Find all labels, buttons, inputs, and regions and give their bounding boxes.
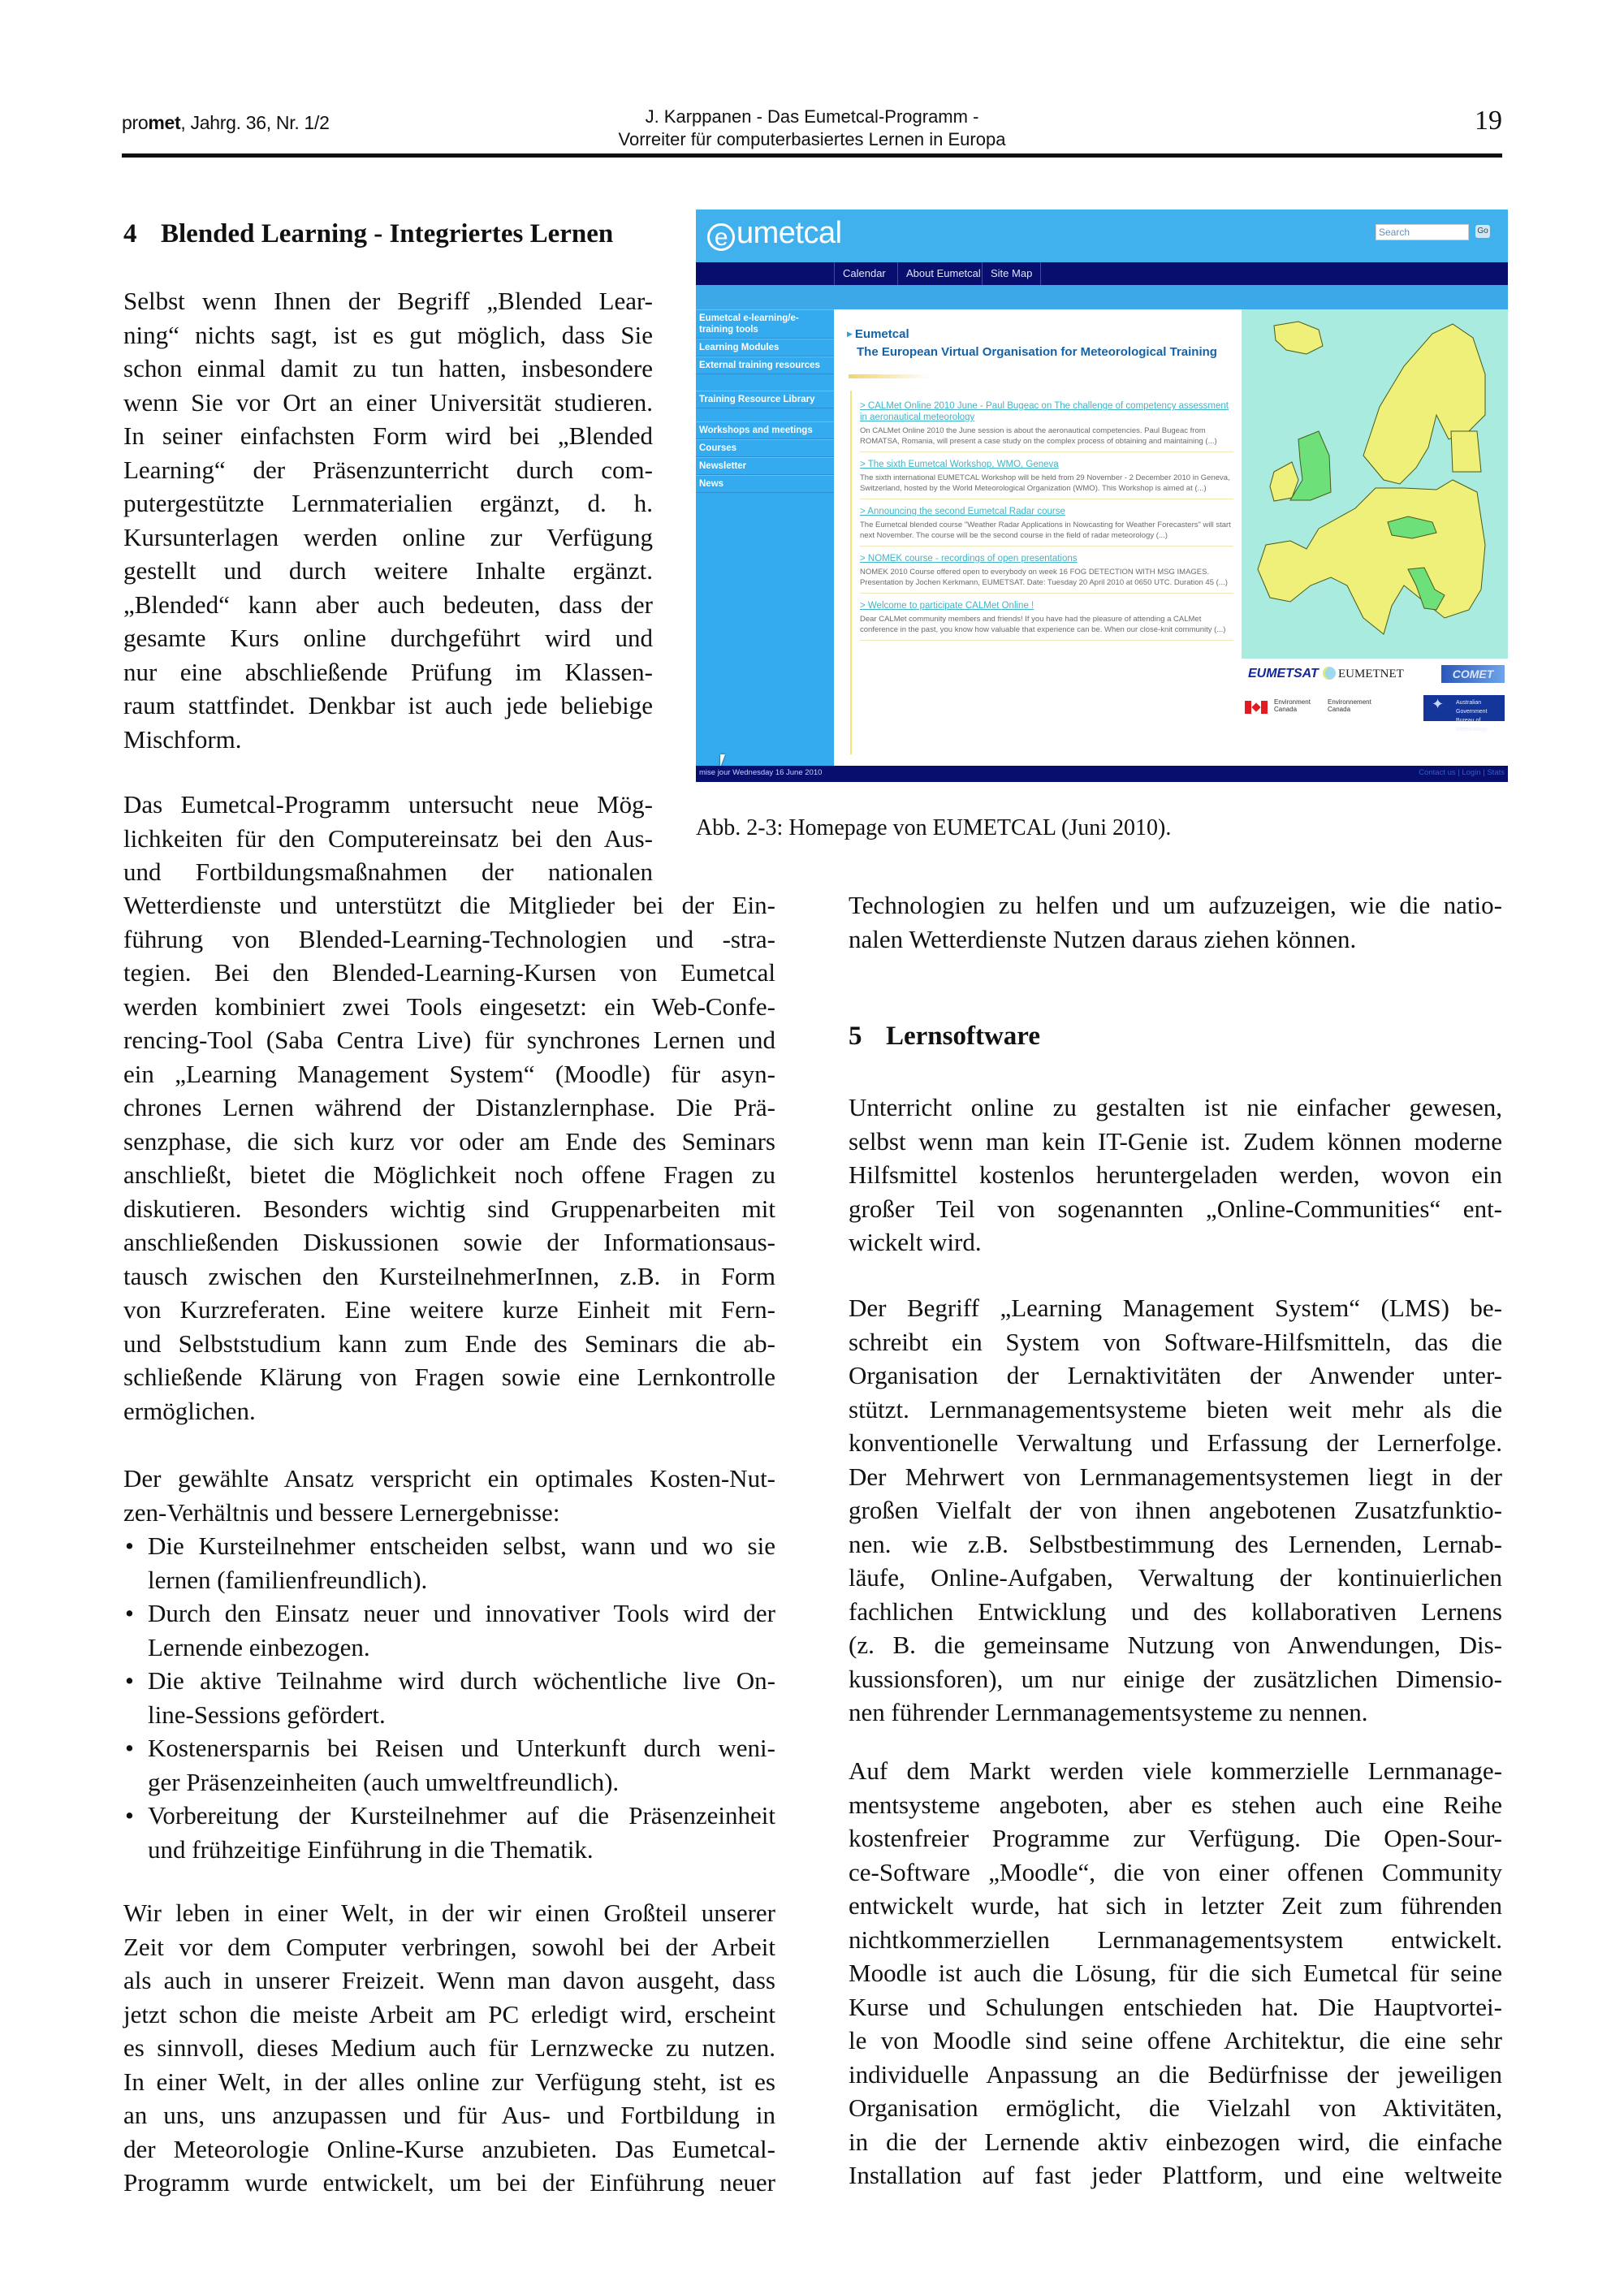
comet-logo[interactable]: COMET (1441, 665, 1505, 683)
text-line: Hilfsmittel kostenlos heruntergeladen werden, wovon ein (849, 1160, 1502, 1189)
text-line: ce-Software „Moodle“, die von einer offenen Community (849, 1857, 1502, 1886)
list-item: • Durch den Einsatz neuer und innovativer Tools wird der Lernende einbezogen. (123, 1596, 775, 1664)
text-line: jetzt schon die meiste Arbeit am PC erledigt wird, erscheint (123, 1999, 775, 2028)
page-number: 19 (1475, 106, 1502, 136)
text-line: anschließenden Diskussionen sowie der Informationsaus- (123, 1228, 775, 1256)
news-divider (860, 640, 1233, 641)
text-line: Wetterdienste und unterstützt die Mitglieder bei der Ein- (123, 891, 775, 919)
text-line: le von Moodle sind seine offene Architektur, die eine sehr (849, 2026, 1502, 2054)
search-go-button[interactable]: Go (1475, 225, 1490, 238)
list-item: • Die Kursteilnehmer entscheiden selbst, wann und wo sie lernen (familienfreundlich). (123, 1529, 775, 1596)
partner-logos (1242, 659, 1508, 766)
sidebar-item-workshops[interactable]: Workshops and meetings (696, 421, 834, 439)
news-item (860, 553, 1233, 594)
text-line: Wir leben in einer Welt, in der wir einen Großteil unserer (123, 1899, 775, 1927)
news-item-summary: On CALMet Online 2010 the June session is about the aeronautical competencies. Paul Bugeac from ROMATSA, Romania, will present a case study on the complex process of obtaining and maintaining (...) (860, 426, 1217, 446)
text-line: Unterricht online zu gestalten ist nie einfacher gewesen, (849, 1093, 1502, 1121)
text-line: kussionsforen), um nur einige der zusätzlichen Dimensio- (849, 1664, 1502, 1693)
news-vertical-rule (850, 391, 852, 754)
text-line: führung von Blended-Learning-Technologien und -stra- (123, 924, 775, 953)
sidebar-item-external-resources[interactable]: External training resources (696, 356, 834, 374)
news-item (860, 600, 1233, 641)
eumetsat-logo[interactable]: EUMETSAT (1248, 667, 1319, 680)
text-line: putergestützte Lernmaterialien ergänzt, d. h. (123, 489, 653, 517)
news-item-link[interactable]: > NOMEK course - recordings of open presentations (860, 554, 1078, 564)
section-5-heading: 5 Lernsoftware (849, 1022, 1041, 1051)
eumetcal-logo[interactable]: e umetcal (707, 216, 842, 251)
text-line: ning“ nichts sagt, ist es gut möglich, dass Sie (123, 320, 653, 349)
sidebar-item-learning-modules[interactable]: Learning Modules (696, 339, 834, 356)
text-line: Learning“ der Präsenzunterricht durch com- (123, 455, 653, 484)
text-line: gestellt und durch weitere Inhalte ergänzt. (123, 556, 653, 585)
journal-info: promet, Jahrg. 36, Nr. 1/2 (122, 112, 330, 133)
text-line: und Selbststudium kann zum Ende des Seminars die ab- (123, 1328, 775, 1358)
text-line: es sinnvoll, dieses Medium auch für Lernzwecke zu nutzen. (123, 2033, 775, 2062)
text-line: lichkeiten für den Computereinsatz bei den Aus- (123, 823, 653, 853)
news-item-summary: The sixth international EUMETCAL Workshop will be held from 29 November - 2 December 2010 in Geneva, Switzerland, hosted by the World Meteorological Organization (WMO). This Workshop is aimed at (...) (860, 473, 1230, 493)
text-line: stützt. Lernmanagementsysteme bieten weit mehr als die (849, 1394, 1502, 1423)
eumetcal-homepage-screenshot (696, 210, 1508, 796)
text-line: In einer Welt, in der alles online zur Verfügung steht, ist es (123, 2067, 775, 2096)
decorative-bar (849, 374, 930, 378)
site-heading: ▶ Eumetcal (847, 327, 909, 341)
text-line: Das Eumetcal-Programm untersucht neue Mög- (123, 790, 653, 819)
text-line: Moodle ist auch die Lösung, für die sich Eumetcal für seine (849, 1959, 1502, 1987)
section-4-paragraph-1 (123, 284, 653, 756)
text-line: gesamte Kurs online durchgeführt wird und (123, 624, 653, 652)
section-4-paragraph-3 (123, 1462, 775, 1529)
news-divider (860, 593, 1233, 594)
section-5-paragraph-3 (849, 1754, 1502, 2192)
sidebar-item-elearning-tools[interactable]: Eumetcal e-learning/e-training tools (696, 309, 834, 339)
text-line: ermöglichen. (123, 1396, 256, 1425)
text-line: Organisation der Lernaktivitäten der Anwender unter- (849, 1361, 1502, 1389)
text-line: zen-Verhältnis und bessere Lernergebnisse: (123, 1497, 560, 1527)
europe-member-map (1242, 309, 1508, 659)
text-line: selbst wenn man kein IT-Genie ist. Zudem können moderne (849, 1126, 1502, 1156)
site-nav (696, 262, 1508, 285)
text-line: diskutieren. Besonders wichtig sind Gruppenarbeiten mit (123, 1194, 775, 1223)
map-continent (1258, 480, 1485, 634)
text-line: an uns, uns anzupassen und für Aus- und Fortbildung in (123, 2101, 775, 2129)
text-line: Der gewählte Ansatz verspricht ein optimales Kosten-Nut- (123, 1464, 775, 1493)
site-header (696, 210, 1508, 262)
map-iceland (1274, 322, 1323, 354)
eumetnet-logo[interactable]: EUMETNET (1323, 667, 1404, 681)
text-line: nalen Wetterdienste Nutzen daraus ziehen können. (849, 924, 1357, 953)
bureau-of-meteorology-logo[interactable]: ✦ Australian Government Bureau of Meteorology (1423, 695, 1505, 721)
sidebar-item-training-resource-library[interactable]: Training Resource Library (696, 391, 834, 408)
text-line: Programm wurde entwickelt, um bei der Einführung neuer (123, 2168, 775, 2197)
text-line: fachlichen Entwicklung und des kollaborativen Lernens (849, 1596, 1502, 1626)
text-line: von Kurzreferaten. Eine weitere kurze Einheit mit Fern- (123, 1295, 775, 1324)
news-divider (860, 451, 1233, 452)
news-item-link[interactable]: > Announcing the second Eumetcal Radar course (860, 507, 1065, 516)
text-line: Selbst wenn Ihnen der Begriff „Blended Lear- (123, 287, 653, 315)
figure-caption: Abb. 2-3: Homepage von EUMETCAL (Juni 2010). (696, 815, 1172, 840)
text-line: Installation auf fast jeder Plattform, und eine weltweite (849, 2161, 1502, 2189)
text-line: ein „Learning Management System“ (Moodle) für asyn- (123, 1059, 775, 1088)
sidebar-item-news[interactable]: News (696, 475, 834, 493)
text-line: der Meteorologie Online-Kurse anzubieten. Das Eumetcal- (123, 2134, 775, 2163)
news-item (860, 506, 1233, 546)
text-line: Kursunterlagen werden online zur Verfügung (123, 522, 653, 551)
eumetcal-logo-icon: e (707, 223, 735, 251)
text-line: schließende Klärung von Fragen sowie eine Lernkontrolle (123, 1363, 775, 1391)
site-subheading: The European Virtual Organisation for Meteorological Training (857, 345, 1217, 359)
europe-map-graphic (1242, 309, 1508, 659)
text-line: und Fortbildungsmaßnahmen der nationalen (123, 858, 653, 886)
text-line: nen. wie z.B. Selbstbestimmung des Lernenden, Lernab- (849, 1529, 1502, 1558)
text-line: individuelle Anpassung an die Bedürfnisse der jeweiligen (849, 2059, 1502, 2089)
text-line: großer Teil von sogenannten „Online-Communities“ ent- (849, 1194, 1502, 1223)
text-line: wickelt wird. (849, 1228, 982, 1256)
section-4-paragraph-2-start (123, 788, 653, 889)
text-line: schreibt ein System von Software-Hilfsmitteln, das die (849, 1327, 1502, 1356)
text-line: Kurse und Schulungen entschieden hat. Die Hauptvortei- (849, 1992, 1502, 2021)
text-line: konventionelle Verwaltung und Erfassung der Lernerfolge. (849, 1428, 1502, 1457)
text-line: rencing-Tool (Saba Centra Live) für synchrones Lernen und (123, 1026, 775, 1054)
text-line: In seiner einfachsten Form wird bei „Blended (123, 421, 653, 450)
text-line: Zeit vor dem Computer verbringen, sowohl bei der Arbeit (123, 1932, 775, 1961)
news-item (860, 400, 1233, 452)
text-line: tausch zwischen den KursteilnehmerInnen, z.B. in Form (123, 1261, 775, 1290)
text-line: in die der Lernende aktiv einbezogen wird, die einfache (849, 2127, 1502, 2156)
nav-site-map[interactable]: Site Map (982, 262, 1041, 285)
last-updated: mise jour Wednesday 16 June 2010 (699, 768, 823, 777)
list-item: • Vorbereitung der Kursteilnehmer auf die Präsenzeinheit und frühzeitige Einführung in die Thematik. (123, 1799, 775, 1866)
news-list (860, 400, 1233, 647)
news-item-summary: NOMEK 2010 Course offered open to everybody on week 16 FOG DETECTION WITH MSG IMAGES. Presentation by Jochen Kerkmann, EUMETSAT. Date: Tuesday 20 April 2010 at 0650 UTC. Duration 45 (...) (860, 568, 1228, 587)
running-header (122, 106, 1502, 154)
text-line: nen führender Lernmanagementsysteme zu nennen. (849, 1698, 1368, 1726)
sidebar-item-courses[interactable]: Courses (696, 439, 834, 457)
section-4-paragraph-4 (123, 1896, 775, 2200)
news-item (860, 459, 1233, 499)
text-line: (z. B. die gemeinsame Nutzung von Anwendungen, Dis- (849, 1631, 1502, 1659)
section-5-paragraph-2 (849, 1291, 1502, 1730)
text-line: läufe, Online-Aufgaben, Verwaltung der kontinuierlichen (849, 1563, 1502, 1592)
text-line: chrones Lernen während der Distanzlernphase. Die Prä- (123, 1093, 775, 1121)
environment-canada-logo[interactable]: Environment Canada (1274, 698, 1311, 713)
text-line: kostenfreier Programme zur Verfügung. Die Open-Sour- (849, 1824, 1502, 1852)
list-item: • Kostenersparnis bei Reisen und Unterkunft durch weni- ger Präsenzeinheiten (auch umweltfreundlich). (123, 1731, 775, 1799)
text-line: nur eine abschließende Prüfung im Klassen- (123, 657, 653, 686)
environnement-canada-logo[interactable]: Environnement Canada (1328, 698, 1371, 713)
sidebar-item-newsletter[interactable]: Newsletter (696, 457, 834, 475)
nav-spacer (696, 285, 1508, 309)
footer-links[interactable]: Contact us | Login | Stats (1419, 768, 1505, 777)
section-4-paragraph-4-continued (849, 888, 1502, 956)
text-line: entwickelt wurde, hat sich in letzter Zeit zum führenden (849, 1891, 1502, 1920)
nav-about-eumetcal[interactable]: About Eumetcal (897, 262, 989, 285)
eumetnet-logo-icon (1323, 667, 1336, 680)
canada-flag-icon (1245, 701, 1268, 714)
map-baltics (1451, 431, 1481, 472)
text-line: Organisation ermöglicht, die Vielzahl von Aktivitäten, (849, 2093, 1502, 2122)
advantages-list (123, 1529, 775, 1866)
site-main-content (834, 309, 1242, 766)
nav-calendar[interactable]: Calendar (834, 262, 894, 285)
text-line: mentsysteme angeboten, aber es stehen auch eine Reihe (849, 1790, 1502, 1819)
news-item-link[interactable]: > CALMet Online 2010 June - Paul Bugeac on The challenge of competency assessment in aeronautical meteorology (860, 401, 1229, 422)
text-line: nichtkommerziellen Lernmanagementsystem entwickelt. (849, 1925, 1502, 1954)
news-item-link[interactable]: > Welcome to participate CALMet Online ! (860, 601, 1034, 611)
header-rule (122, 153, 1502, 158)
text-line: Der Mehrwert von Lernmanagementsystemen liegt in der (849, 1462, 1502, 1491)
news-item-link[interactable]: > The sixth Eumetcal Workshop, WMO, Geneva (860, 460, 1059, 469)
text-line: senzphase, die sich kurz vor oder am Ende des Seminars (123, 1126, 775, 1156)
section-5-paragraph-1 (849, 1091, 1502, 1259)
text-line: „Blended“ kann aber auch bedeuten, dass der (123, 590, 653, 619)
text-line: raum stattfindet. Denkbar ist auch jede beliebige (123, 691, 653, 719)
text-line: als auch in unserer Freizeit. Wenn man davon ausgeht, dass (123, 1966, 775, 1994)
news-item-summary: The Eumetcal blended course "Weather Radar Applications in Nowcasting for Weather Forecasters" will start next November. The course will be the second course in the field of radar meteorology (...) (860, 521, 1231, 540)
list-item: • Die aktive Teilnahme wird durch wöchentliche live On- line-Sessions gefördert. (123, 1664, 775, 1731)
text-line: Der Begriff „Learning Management System“ (LMS) be- (849, 1294, 1502, 1322)
map-uk (1290, 431, 1331, 500)
site-sidebar (696, 309, 834, 766)
text-line: Mischform. (123, 724, 242, 754)
section-4-paragraph-2 (123, 888, 775, 1428)
text-line: anschließt, bietet die Möglichkeit noch offene Fragen zu (123, 1160, 775, 1189)
section-4-heading: 4 Blended Learning - Integriertes Lernen (123, 219, 614, 248)
text-line: tegien. Bei den Blended-Learning-Kursen von Eumetcal (123, 958, 775, 987)
site-footer (696, 766, 1508, 782)
search-input[interactable]: Search (1376, 224, 1469, 240)
text-line: Auf dem Markt werden viele kommerzielle Lernmanage- (849, 1756, 1502, 1785)
article-running-title: J. Karppanen - Das Eumetcal-Programm - Vorreiter für computerbasiertes Lernen in Europa (618, 106, 1006, 149)
text-line: Technologien zu helfen und um aufzuzeigen, wie die natio- (849, 891, 1502, 919)
text-line: wenn Sie vor Ort an einer Universität studieren. (123, 387, 653, 417)
text-line: großen Vielfalt der von ihnen angebotenen Zusatzfunktio- (849, 1496, 1502, 1524)
text-line: schon einmal damit zu tun hatten, insbesondere (123, 354, 653, 382)
text-line: werden kombiniert zwei Tools eingesetzt: ein Web-Confe- (123, 991, 775, 1021)
news-item-summary: Dear CALMet community members and friends! If you have had the pleasure of attending a CALMet conference in the past, you know how valuable that experience can be. When our close-knit community (...) (860, 615, 1226, 634)
